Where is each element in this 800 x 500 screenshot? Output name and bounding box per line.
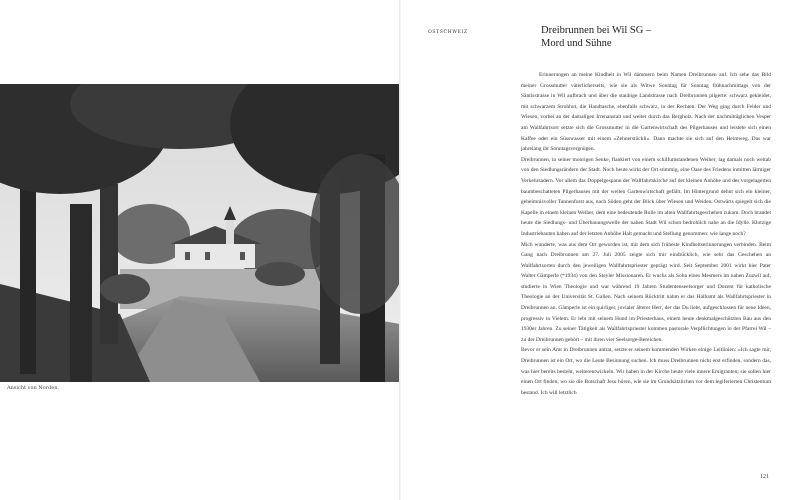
chapel-photo-graphic <box>0 84 400 382</box>
photo-caption: Ansicht von Norden. <box>7 385 60 391</box>
paragraph: Mich wunderte, was aus dem Ort geworden ist, mit dem sich früheste Kindheitserinnerungen verbinden. Beim Gang nach Dreibrunnen am 27. Juli 2005 zeigte sich mir eindrücklich, wie sehr das Geschehen an Wallfahrtsorten durch den jeweiligen Wallfahrtspriester geprägt wird. Seit September 2001 wirkt hier Pater Walter Gämperle (*1934) von den Steyler Missionaren. Er wuchs als Sohn eines Mesmers im nahen Zuzwil auf, studierte in Wien Theologie und war während 19 Jahren Studentenseelsorger und Dozent für katholische Theologie an der Universität St. Gallen. Nach seinem Rücktritt nahm er das Halbamt als Wallfahrtspriester in Dreibrunnen an. Gämperle ist ein quirliger, jovialer älterer Herr, der das Du liebt, aufgeschlossen für neue Ideen, progressiv in Vielem. Er lebt mit seinem Hund im Priesterhaus, einem heute denkmalgeschützten Bau aus den 1930er Jahren. Zu seiner Tätigkeit als Wallfahrtspriester kommen pastorale Verpflichtungen in der Pfarrei Wil – zu der Dreibrunnen gehört – mit ihren vier Seelsorge-Bereichen. <box>521 241 771 343</box>
body-text <box>521 70 771 485</box>
page-number: 121 <box>760 474 769 480</box>
paragraph: Bevor er sein Amt in Dreibrunnen antrat, setzte er seinem kommenden Wirken einige Leitlinien: »Ich sagte mir, Dreibrunnen ist ein Ort, wo die Leute Besinnung suchen. Ich muss Dreibrunnen nicht erst erfinden, sondern das, was hier bereits besteht, weiterentwickeln. Wir haben in der Kirche heute viele innere Emigranten; sie sollen hier einen Ort finden, wo sie die Botschaft Jesu hören, wie sie im Grundsätzlichen vor dem legiferierten Christentum bestand. Ich will letztlich <box>521 347 771 396</box>
chapel-photo <box>0 84 400 382</box>
paragraph: Dreibrunnen, in seiner moorigen Senke, flankiert von einem schilfumstandenen Weiher, lag damals noch weitab von den Siedlungsrändern der Stadt. Noch heute wirkt der Ort stimmig, eine Oase des Friedens inmitten lärmiger Verkehrsadern. Vor allem das Doppelgespann der Wallfahrtskirche auf der kleinen Anhöhe und des vorgelagerten baumbeschatteten Pilgerhauses mit der weiten Gartenwirtschaft gefällt. Im Hintergrund dehnt sich ein kleiner, geheimnisvoller Tannenforst aus, nach Süden geht der Blick über Wiesen und Weiden. Ostwärts spiegelt sich die Kapelle in einem kleinen Weiher, dem eine bedeutende Rolle im alten Wallfahrtsgeschehen zukam. Doch brandet heute die Siedlungs- und Überbauungswelle der nahen Stadt Wil schon bedrohlich nahe an die Idylle. Klotzige Industriebauten haben auf der letzten Anhöhe Halt gemacht und Stellung genommen: wie lange noch? <box>521 156 771 237</box>
chapter-title-line-1: Dreibrunnen bei Wil SG – <box>541 25 652 36</box>
section-label: OSTSCHWEIZ <box>428 30 468 35</box>
paragraph: Erinnerungen an meine Kindheit in Wil dämmern beim Namen Dreibrunnen auf. Ich sehe das Bild meiner Grossmutter väterlicherseits, wie sie als Witwe Sonntag für Sonntag frühnachmittags von der Säntisstrasse in Wil aufbrach und über die staubige Landstrasse nach Dreibrunnen pilgerte: schwarz gekleidet, mit schwarzem Strohhut, die Handtasche, ebenfalls schwarz, in der Rechten. Der Weg ging durch Felder und Wiesen, vorbei an der damaligen Irrenanstalt und weiter durch das Bergholz. Nach der nachmittäglichen Vesper am Wallfahrtsort setzte sich die Grossmutter in die Gartenwirtschaft des Pilgerhauses und leistete sich einen Kaffee oder ein Süsswasser mit einem »Zehnerstückli«. Dann machte sie sich auf den Heimweg. Das war jahrelang ihr Sonntagsvergnügen. <box>521 72 771 153</box>
chapter-title-line-2: Mord und Sühne <box>541 38 612 49</box>
page-gutter <box>399 0 401 500</box>
chapter-title <box>541 24 781 50</box>
